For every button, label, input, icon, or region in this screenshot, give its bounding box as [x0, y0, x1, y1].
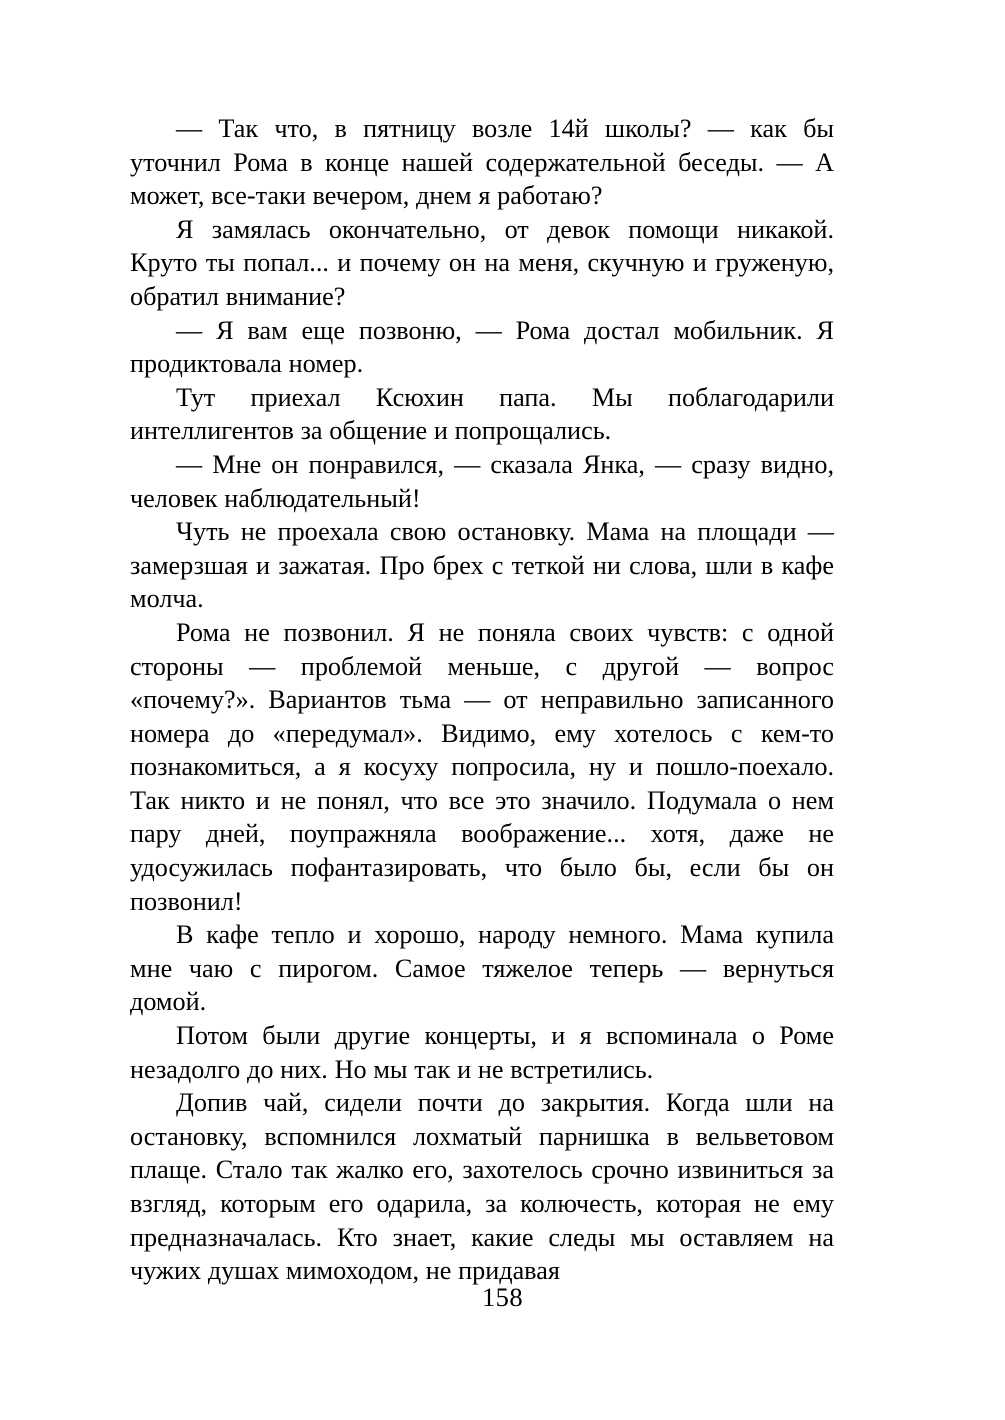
page-number: 158 [482, 1282, 523, 1312]
paragraph: Рома не позвонил. Я не поняла своих чувств: с одной стороны — проблемой меньше, с другой — вопрос «почему?». Вариантов тьма — от неправильно записанного номера до «передумал». Видимо, ему хотелось с кем-то познакомиться, а я косуху попросила, ну и пошло-поехало. Так никто и не понял, что все это значило. Подумала о нем пару дней, поупражняла воображение... хотя, даже не удосужилась пофантазировать, что было бы, если бы он позвонил! [130, 617, 834, 916]
paragraph: — Так что, в пятницу возле 14й школы? — как бы уточнил Рома в конце нашей содержательной беседы. — А может, все-таки вечером, днем я работаю? [130, 114, 834, 211]
paragraph: Тут приехал Ксюхин папа. Мы поблагодарили интеллигентов за общение и попрощались. [130, 382, 834, 446]
body-text-column [130, 112, 834, 1288]
paragraph: Потом были другие концерты, и я вспоминала о Роме незадолго до них. Но мы так и не встретились. [130, 1021, 834, 1084]
paragraph: Допив чай, сидели почти до закрытия. Когда шли на остановку, вспомнился лохматый парнишка в вельветовом плаще. Стало так жалко его, захотелось срочно извиниться за взгляд, которым его одарила, за колючесть, которая не ему предназначалась. Кто знает, какие следы мы оставляем на чужих душах мимоходом, не придавая [130, 1088, 834, 1286]
paragraph: — Мне он понравился, — сказала Янка, — сразу видно, человек наблюдательный! [130, 449, 834, 513]
paragraph: Чуть не проехала свою остановку. Мама на площади — замерзшая и зажатая. Про брех с теткой ни слова, шли в кафе молча. [130, 517, 834, 614]
paragraph: Я замялась окончательно, от девок помощи никакой. Круто ты попал... и почему он на меня, скучную и груженую, обратил внимание? [130, 214, 834, 311]
paragraph: В кафе тепло и хорошо, народу немного. Мама купила мне чаю с пирогом. Самое тяжелое теперь — вернуться домой. [130, 920, 834, 1017]
paragraph: — Я вам еще позвоню, — Рома достал мобильник. Я продиктовала номер. [130, 315, 834, 379]
